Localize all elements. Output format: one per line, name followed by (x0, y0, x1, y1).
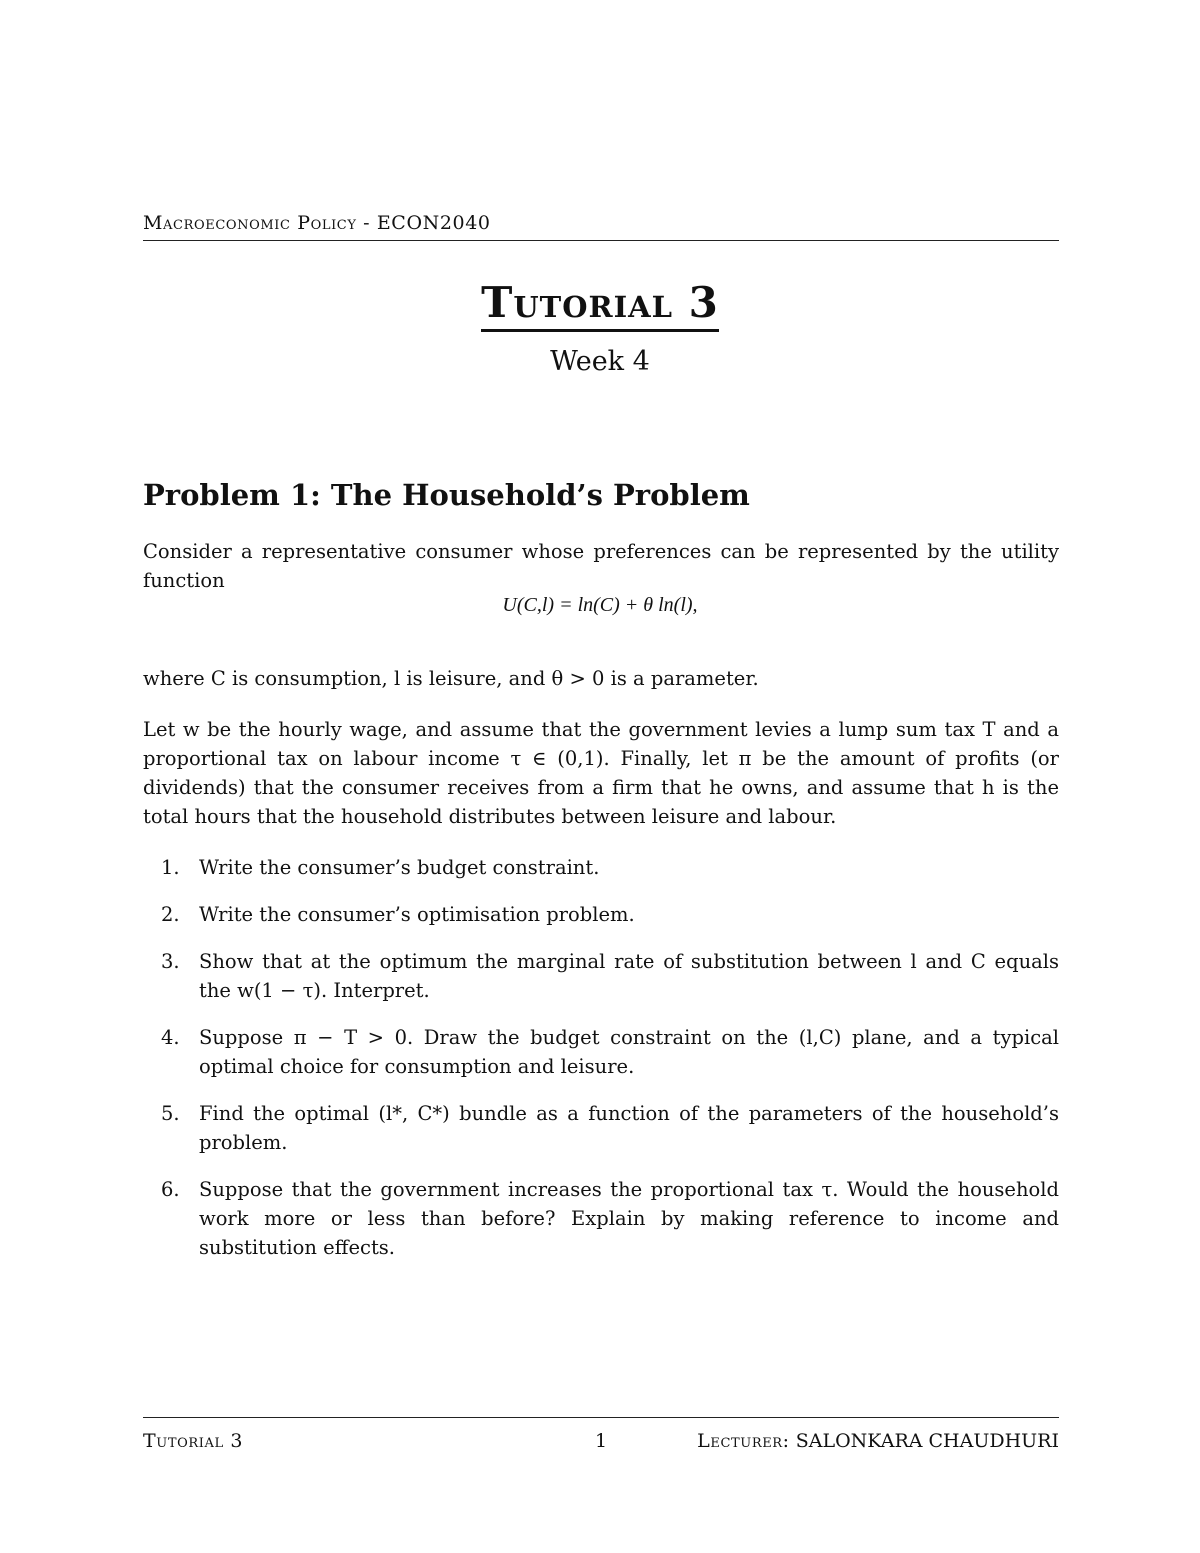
item-text: Suppose π − T > 0. Draw the budget constraint on the (l,C) plane, and a typical optimal choice for consumption and leisure. (199, 1026, 1059, 1078)
variable-definitions: where C is consumption, l is leisure, and θ > 0 is a parameter. (143, 667, 759, 690)
footer-lecturer (697, 1430, 1059, 1452)
problem-heading: Problem 1: The Household’s Problem (143, 478, 750, 512)
item-number: 6. (161, 1178, 180, 1201)
list-item (143, 853, 1059, 882)
problem-setup: Let w be the hourly wage, and assume that the government levies a lump sum tax T and a proportional tax on labour income τ ∈ (0,1). Finally, let π be the amount of profits (or dividends) that the consumer receives from a firm that he owns, and assume that h is the total hours that the household distributes between leisure and labour. (143, 718, 1059, 828)
list-item (143, 1099, 1059, 1157)
problem-intro: Consider a representative consumer whose preferences can be represented by the utility function (143, 540, 1059, 592)
item-text: Find the optimal (l*, C*) bundle as a function of the parameters of the household’s problem. (199, 1102, 1059, 1154)
question-list (143, 853, 1059, 1280)
lecturer-name: SALONKARA CHAUDHURI (795, 1430, 1059, 1452)
list-item (143, 947, 1059, 1005)
page-number: 1 (595, 1430, 608, 1452)
list-item (143, 1023, 1059, 1081)
item-text: Suppose that the government increases the proportional tax τ. Would the household work more or less than before? Explain by making reference to income and substitution effects. (199, 1178, 1059, 1259)
title-block (0, 278, 1200, 332)
running-footer (143, 1417, 1059, 1458)
item-number: 1. (161, 856, 180, 879)
item-text: Show that at the optimum the marginal rate of substitution between l and C equals the w(1 − τ). Interpret. (199, 950, 1059, 1002)
item-number: 4. (161, 1026, 180, 1049)
item-number: 2. (161, 903, 180, 926)
item-number: 3. (161, 950, 180, 973)
item-text: Write the consumer’s budget constraint. (199, 856, 600, 879)
utility-equation: U(C,l) = ln(C) + θ ln(l), (502, 594, 698, 616)
tutorial-title: Tutorial 3 (481, 278, 719, 332)
running-header: Macroeconomic Policy - ECON2040 (143, 212, 1059, 241)
footer-title: Tutorial 3 (143, 1430, 244, 1452)
week-subtitle: Week 4 (550, 346, 650, 377)
item-number: 5. (161, 1102, 180, 1125)
list-item (143, 900, 1059, 929)
list-item (143, 1175, 1059, 1262)
item-text: Write the consumer’s optimisation problem. (199, 903, 635, 926)
lecturer-label: Lecturer: (697, 1430, 790, 1452)
